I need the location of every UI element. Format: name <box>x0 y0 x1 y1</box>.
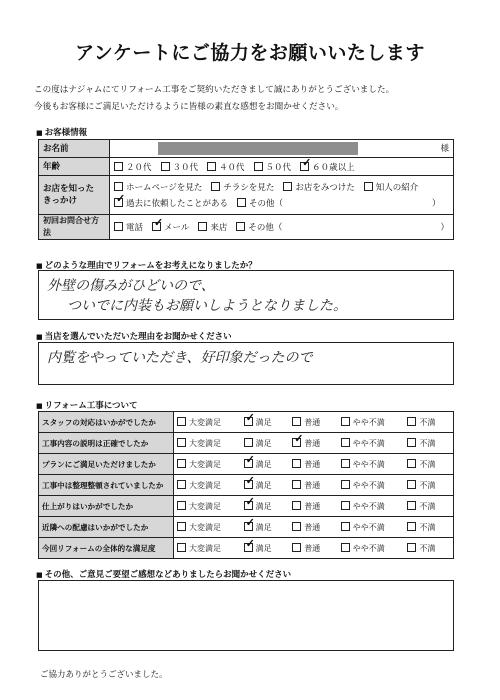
name-field[interactable] <box>110 140 454 158</box>
check-mark: ✓ <box>245 494 255 508</box>
option-label: 不満 <box>419 543 436 553</box>
rating-choice-cell <box>404 454 453 475</box>
option-label: 満足 <box>255 522 272 532</box>
rating-choice-cell <box>404 475 453 496</box>
rating-choice[interactable] <box>407 501 435 512</box>
checkbox[interactable] <box>341 522 350 531</box>
source-option[interactable] <box>114 181 202 193</box>
work-section-heading: ■ リフォーム工事について <box>36 399 138 411</box>
checkbox[interactable] <box>407 522 416 531</box>
check-mark: ✓ <box>245 536 255 550</box>
option-label: ホームページを見た <box>126 183 203 193</box>
checkbox[interactable] <box>407 459 416 468</box>
checkbox[interactable] <box>407 480 416 489</box>
source-label <box>39 176 110 215</box>
rating-choice[interactable] <box>244 473 272 491</box>
rating-choice[interactable] <box>244 494 272 512</box>
reason-answer-box[interactable] <box>38 270 454 320</box>
rating-choice-cell <box>338 517 405 538</box>
rating-choice[interactable] <box>177 459 221 470</box>
source-option[interactable] <box>211 181 274 193</box>
option-label: やや不満 <box>352 459 385 469</box>
rating-choice-cell <box>338 412 405 433</box>
rating-row <box>39 454 454 475</box>
checkbox[interactable] <box>407 417 416 426</box>
checkbox[interactable] <box>211 182 220 191</box>
checkbox[interactable] <box>283 182 292 191</box>
checkbox[interactable] <box>244 452 255 468</box>
rating-choice-cell <box>241 517 290 538</box>
option-label: 不満 <box>419 417 436 427</box>
rating-choice[interactable] <box>407 438 435 449</box>
rating-choice[interactable] <box>244 410 272 428</box>
age-label: 年齢 <box>39 158 110 176</box>
source-close-paren: ） <box>432 199 441 209</box>
page-title: アンケートにご協力をお願いいたします <box>75 42 425 64</box>
checkbox[interactable] <box>114 162 123 171</box>
checkbox[interactable] <box>300 155 312 171</box>
rating-choice[interactable] <box>407 480 435 491</box>
option-label: 普通 <box>304 501 321 511</box>
option-label: その他（ <box>248 223 283 233</box>
option-label: 普通 <box>304 459 321 469</box>
store-answer-box[interactable] <box>38 342 454 385</box>
intro-text <box>34 82 394 116</box>
reason-answer-line-2: ついでに内装もお願いしようとなりました。 <box>67 298 347 314</box>
rating-choice-cell <box>241 433 290 454</box>
rating-choice-cell <box>241 475 290 496</box>
checkbox[interactable] <box>407 543 416 552</box>
checkbox[interactable] <box>341 459 350 468</box>
reason-section-heading: ■ どのような理由でリフォームをお考えになりましたか？ <box>36 259 257 271</box>
rating-row <box>39 538 454 559</box>
option-label: 過去に依頼したことがある <box>126 199 229 209</box>
checkbox[interactable] <box>341 438 350 447</box>
contact-label: 初回お問合せ方法 <box>39 215 110 240</box>
rating-choice[interactable] <box>244 438 272 449</box>
checkbox[interactable] <box>364 182 373 191</box>
rating-choice-cell <box>289 433 338 454</box>
checkbox[interactable] <box>244 494 255 510</box>
rating-choice-cell <box>174 517 241 538</box>
option-label: 満足 <box>255 417 272 427</box>
rating-choice[interactable] <box>244 452 272 470</box>
checkbox[interactable] <box>177 438 186 447</box>
age-option[interactable] <box>300 155 355 173</box>
source-option[interactable] <box>283 181 354 193</box>
option-label: やや不満 <box>352 417 385 427</box>
checkbox[interactable] <box>292 543 301 552</box>
rating-choice[interactable] <box>292 480 320 491</box>
rating-choice-cell <box>174 433 241 454</box>
rating-row <box>39 475 454 496</box>
checkbox[interactable] <box>244 515 255 531</box>
rating-choice-cell <box>404 433 453 454</box>
option-label: 普通 <box>304 438 321 448</box>
option-label: 大変満足 <box>189 543 221 553</box>
rating-choice-cell <box>241 454 290 475</box>
checkbox[interactable] <box>152 216 164 231</box>
option-label: やや不満 <box>352 438 385 448</box>
rating-row <box>39 412 454 433</box>
rating-choice-cell <box>404 496 453 517</box>
rating-choice[interactable] <box>407 459 435 470</box>
checkbox[interactable] <box>114 222 123 231</box>
contact-option[interactable] <box>114 221 143 233</box>
option-label: ６０歳以上 <box>312 162 355 173</box>
check-mark: ✓ <box>116 192 126 205</box>
rating-choice-cell <box>289 454 338 475</box>
option-label: 不満 <box>419 438 436 448</box>
checkbox[interactable] <box>198 222 207 231</box>
check-mark: ✓ <box>245 473 255 487</box>
rating-choice-cell <box>241 496 290 517</box>
check-mark: ✓ <box>245 452 255 466</box>
checkbox[interactable] <box>207 162 216 171</box>
rating-choice-cell <box>338 475 405 496</box>
option-label: メール <box>164 223 190 233</box>
checkbox[interactable] <box>177 543 186 552</box>
option-label: やや不満 <box>352 480 385 490</box>
rating-question: 仕上がりはいかがでしたか <box>39 496 174 517</box>
reason-answer-line-1: 外壁の傷みがひどいので、 <box>47 278 215 294</box>
option-label: 大変満足 <box>189 459 221 469</box>
check-mark: ✓ <box>245 515 255 529</box>
checkbox[interactable] <box>407 438 416 447</box>
age-option[interactable] <box>254 161 292 173</box>
rating-choice-cell <box>174 412 241 433</box>
rating-choice[interactable] <box>292 417 320 428</box>
check-mark: ✓ <box>245 410 255 424</box>
source-options-row-2 <box>114 192 449 209</box>
thanks-footer: ご協力ありがとうございました。 <box>40 670 168 680</box>
rating-choice[interactable] <box>292 459 320 470</box>
option-label: 普通 <box>304 417 321 427</box>
option-label: お店をみつけた <box>295 183 355 193</box>
rating-choice[interactable] <box>177 501 221 512</box>
rating-choice-cell <box>289 475 338 496</box>
rating-choice[interactable] <box>177 480 221 491</box>
checkbox[interactable] <box>292 480 301 489</box>
rating-choice-cell <box>338 433 405 454</box>
option-label: 知人の紹介 <box>375 183 419 193</box>
rating-choice[interactable] <box>244 536 272 554</box>
checkbox[interactable] <box>244 410 255 426</box>
checkbox[interactable] <box>177 459 186 468</box>
rating-choice[interactable] <box>177 438 221 449</box>
rating-question: 今回リフォームの全体的な満足度 <box>39 538 174 559</box>
checkbox[interactable] <box>244 438 253 447</box>
source-label-line-1: お店を知った <box>43 184 95 194</box>
checkbox[interactable] <box>292 417 301 426</box>
comments-section-heading: ■ その他、ご意見ご要望ご感想などありましたらお聞かせください <box>36 568 291 580</box>
checkbox[interactable] <box>341 480 350 489</box>
option-label: やや不満 <box>352 543 385 553</box>
rating-choice-cell <box>241 412 290 433</box>
checkbox[interactable] <box>244 473 255 489</box>
checkbox[interactable] <box>292 501 301 510</box>
rating-choice[interactable] <box>244 515 272 533</box>
customer-info-table <box>38 139 454 240</box>
option-label: 電話 <box>126 223 144 233</box>
checkbox[interactable] <box>177 480 186 489</box>
option-label: ２０代 <box>126 162 152 173</box>
rating-choice-cell <box>289 517 338 538</box>
rating-question: スタッフの対応はいかがでしたか <box>39 412 174 433</box>
option-label: 満足 <box>255 438 272 448</box>
option-label: その他（ <box>249 199 284 209</box>
option-label: やや不満 <box>352 501 385 511</box>
rating-choice[interactable] <box>292 501 320 512</box>
customer-section-heading: ■ お客様情報 <box>36 126 87 138</box>
rating-choice-cell <box>404 412 453 433</box>
checkbox[interactable] <box>114 182 123 191</box>
rating-choice[interactable] <box>177 543 221 554</box>
rating-choice-cell <box>289 496 338 517</box>
option-label: ５０代 <box>265 162 292 173</box>
option-label: ４０代 <box>219 162 245 173</box>
store-section-heading: ■ 当店を選んでいただいた理由をお聞かせください <box>36 330 232 342</box>
check-mark: ✓ <box>154 216 164 229</box>
option-label: 普通 <box>304 480 321 490</box>
rating-choice[interactable] <box>407 543 435 554</box>
checkbox[interactable] <box>177 417 186 426</box>
option-label: 不満 <box>419 501 436 511</box>
option-label: 不満 <box>419 522 436 532</box>
source-options <box>110 176 454 215</box>
checkbox[interactable] <box>177 501 186 510</box>
rating-choice-cell <box>289 412 338 433</box>
option-label: 満足 <box>255 543 272 553</box>
rating-choice[interactable] <box>177 417 221 428</box>
check-mark: ✓ <box>302 155 312 169</box>
name-label: お名前 <box>39 140 110 158</box>
source-option[interactable] <box>114 192 229 209</box>
checkbox[interactable] <box>341 543 350 552</box>
option-label: 満足 <box>255 501 272 511</box>
rating-choice-cell <box>289 538 338 559</box>
checkbox[interactable] <box>341 501 350 510</box>
age-option[interactable] <box>114 161 152 173</box>
contact-options <box>110 215 454 240</box>
checkbox[interactable] <box>292 431 304 447</box>
rating-question: 工事内容の説明は正確でしたか <box>39 433 174 454</box>
age-option[interactable] <box>207 161 245 173</box>
rating-choice-cell <box>174 475 241 496</box>
rating-row <box>39 433 454 454</box>
rating-choice-cell <box>404 517 453 538</box>
source-options-row-1 <box>114 181 449 193</box>
option-label: 満足 <box>255 459 272 469</box>
checkbox[interactable] <box>236 222 245 231</box>
rating-choice[interactable] <box>341 501 385 512</box>
comments-answer-box[interactable] <box>38 580 454 651</box>
redacted-name <box>158 142 358 155</box>
rating-row <box>39 517 454 538</box>
rating-choice[interactable] <box>341 480 385 491</box>
rating-choice[interactable] <box>341 522 385 533</box>
rating-question: プランにご満足いただけましたか <box>39 454 174 475</box>
option-label: 不満 <box>419 459 436 469</box>
option-label: 来店 <box>210 223 228 233</box>
store-answer-text: 内覧をやっていただき、好印象だったので <box>47 350 313 366</box>
rating-choice[interactable] <box>341 438 385 449</box>
checkbox[interactable] <box>114 192 126 207</box>
rating-row <box>39 496 454 517</box>
rating-choice[interactable] <box>292 543 320 554</box>
rating-choice[interactable] <box>407 417 435 428</box>
checkbox[interactable] <box>341 417 350 426</box>
checkbox[interactable] <box>292 522 301 531</box>
check-mark: ✓ <box>294 431 304 445</box>
rating-choice-cell <box>338 496 405 517</box>
option-label: 大変満足 <box>189 501 221 511</box>
contact-close-paren: ） <box>440 223 449 233</box>
contact-option[interactable] <box>236 221 282 233</box>
intro-line-2: 今後もお客様にご満足いただけるように皆様の素直な感想をお聞かせください。 <box>34 102 344 112</box>
rating-choice-cell <box>174 538 241 559</box>
rating-choice[interactable] <box>177 522 221 533</box>
option-label: 普通 <box>304 543 321 553</box>
option-label: やや不満 <box>352 522 385 532</box>
option-label: 普通 <box>304 522 321 532</box>
option-label: ３０代 <box>172 162 199 173</box>
rating-choice[interactable] <box>292 522 320 533</box>
name-suffix: 様 <box>440 144 449 154</box>
work-rating-table <box>38 411 454 559</box>
intro-line-1: この度はナジャムにてリフォーム工事をご契約いただきまして誠にありがとうございました。 <box>34 85 395 95</box>
contact-option[interactable] <box>198 221 227 233</box>
rating-choice-cell <box>174 496 241 517</box>
option-label: 大変満足 <box>189 480 221 490</box>
checkbox[interactable] <box>254 162 263 171</box>
rating-choice-cell <box>174 454 241 475</box>
checkbox[interactable] <box>244 536 255 552</box>
age-options <box>110 155 454 176</box>
contact-option[interactable] <box>152 216 190 233</box>
age-option[interactable] <box>161 161 199 173</box>
rating-choice[interactable] <box>341 417 385 428</box>
source-label-line-2: きっかけ <box>43 196 78 206</box>
checkbox[interactable] <box>292 459 301 468</box>
rating-choice-cell <box>241 538 290 559</box>
rating-choice[interactable] <box>341 543 385 554</box>
rating-choice-cell <box>338 454 405 475</box>
source-option[interactable] <box>237 197 283 209</box>
checkbox[interactable] <box>237 198 246 207</box>
option-label: 大変満足 <box>189 522 221 532</box>
option-label: チラシを見た <box>223 183 275 193</box>
checkbox[interactable] <box>407 501 416 510</box>
checkbox[interactable] <box>177 522 186 531</box>
option-label: 不満 <box>419 480 436 490</box>
option-label: 満足 <box>255 480 272 490</box>
rating-choice[interactable] <box>292 431 321 449</box>
checkbox[interactable] <box>161 162 170 171</box>
source-option[interactable] <box>364 181 419 193</box>
rating-choice[interactable] <box>341 459 385 470</box>
option-label: 大変満足 <box>189 417 221 427</box>
rating-question: 近隣への配慮はいかがでしたか <box>39 517 174 538</box>
rating-choice[interactable] <box>407 522 435 533</box>
rating-question: 工事中は整理整頓されていましたか <box>39 475 174 496</box>
option-label: 大変満足 <box>189 438 221 448</box>
rating-choice-cell <box>338 538 405 559</box>
rating-choice-cell <box>404 538 453 559</box>
